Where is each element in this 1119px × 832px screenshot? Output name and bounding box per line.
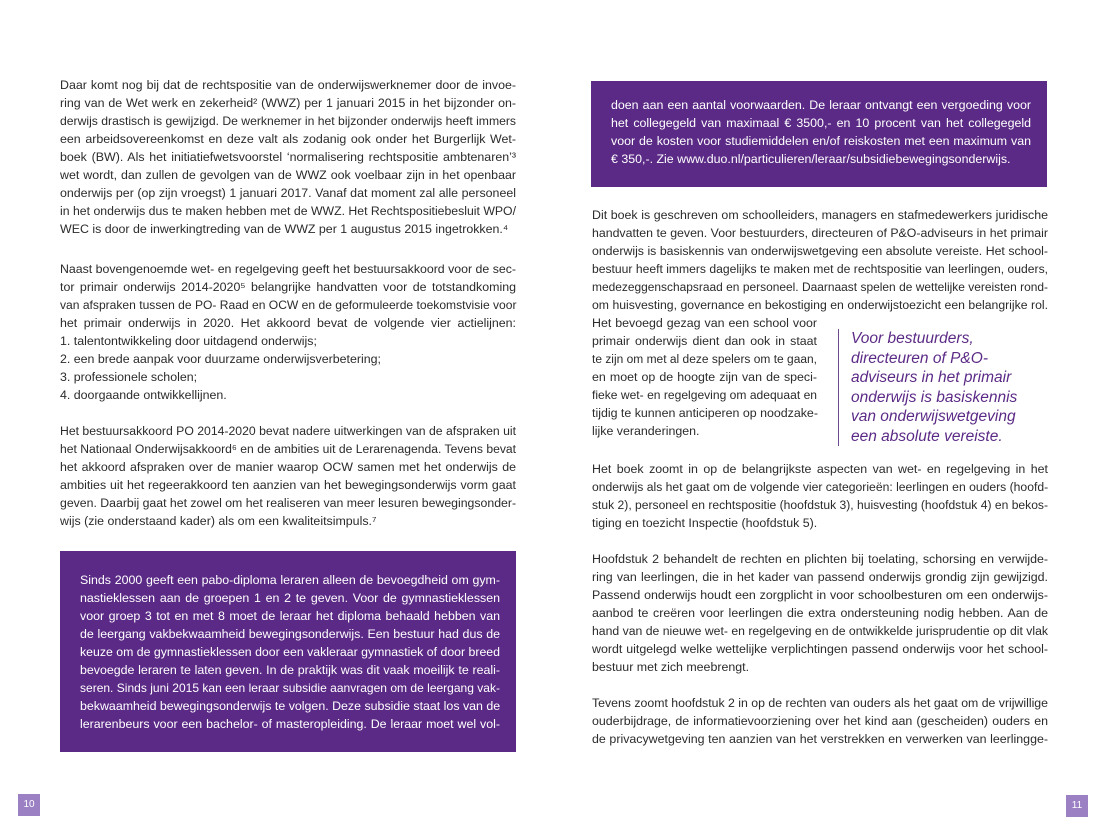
text-line: Het bestuursakkoord PO 2014-2020 bevat nadere uitwerkingen van de afspraken uit: [60, 424, 516, 438]
text-line: WEC is door de inwerkingtreding van de WWZ per 1 augustus 2015 ingetrokken.⁴: [60, 222, 509, 236]
text-line: Tevens zoomt hoofdstuk 2 in op de rechten van ouders als het gaat om de vrijwillige: [592, 696, 1048, 710]
page-number-right: 11: [1066, 795, 1088, 817]
text-line: boek (BW). Als het initiatiefwetsvoorstel ‘normalisering rechtspositie ambtenaren’³: [60, 150, 516, 164]
left-paragraph-po-2014-2020: [60, 422, 516, 530]
text-line: voor groep 3 tot en met 8 moet de leraar het diploma behaald hebben van: [80, 609, 500, 623]
text-line: om huisvesting, governance en bekostiging en onderwijstoezicht een belangrijke rol.: [592, 298, 1048, 312]
text-line: derwijs drastisch is gewijzigd. De werknemer in het bijzonder onderwijs heeft immers: [60, 114, 516, 128]
text-line: tijdig te kunnen anticiperen op noodzake-: [592, 406, 818, 420]
left-paragraph-bestuursakkoord: [60, 260, 516, 332]
text-line: aanbod te creëren voor leerlingen die extra ondersteuning nodig hebben. Aan de: [592, 606, 1048, 620]
text-line: fieke wet- en regelgeving om adequaat en: [592, 388, 817, 402]
text-line: en moet op de hoogte zijn van de speci-: [592, 370, 817, 384]
text-line: lerarenbeurs voor een bachelor- of masteropleiding. De leraar moet wel vol-: [80, 717, 500, 731]
text-line: wordt uitgelegd welke wettelijke verplichtingen passend onderwijs voor het school-: [592, 642, 1048, 656]
text-line: primair onderwijs dient dan ook in staat: [592, 334, 817, 348]
list-item: 4. doorgaande ontwikkellijnen.: [60, 388, 227, 402]
text-line: Het boek zoomt in op de belangrijkste aspecten van wet- en regelgeving in het: [592, 462, 1048, 476]
right-paragraph-intro: [592, 206, 1048, 314]
pull-quote: [838, 329, 1051, 446]
text-line: nastieklessen aan de groepen 1 en 2 te geven. Voor de gymnastieklessen: [80, 591, 500, 605]
text-line: medezeggenschapsraad en personeel. Daarnaast spelen de wettelijke vereisten rond-: [592, 280, 1048, 294]
list-item: 3. professionele scholen;: [60, 370, 198, 384]
text-line: ambities uit het regeerakkoord ten aanzien van het bewegingsonderwijs vorm gaat: [60, 478, 516, 492]
text-line: bestuur heeft immers dagelijks te maken met de rechtspositie van leerlingen, ouders,: [592, 262, 1048, 276]
right-paragraph-ouders: [592, 694, 1048, 748]
right-info-box-text: [611, 96, 1031, 168]
text-line: Naast bovengenoemde wet- en regelgeving geeft het bestuursakkoord voor de sec-: [60, 262, 516, 276]
text-line: het collegegeld van maximaal € 3500,- en 10 procent van het collegegeld: [611, 116, 1031, 130]
text-line: handvatten te geven. Voor bestuurders, directeuren of P&O-adviseurs in het primair: [592, 226, 1048, 240]
text-line: Dit boek is geschreven om schoolleiders, managers en stafmedewerkers juridische: [592, 208, 1048, 222]
text-line: Hoofdstuk 2 behandelt de rechten en plichten bij toelating, schorsing en verwijde-: [592, 552, 1048, 566]
text-line: seren. Sinds juni 2015 kan een leraar subsidie aanvragen om de leergang vak-: [80, 681, 500, 695]
text-line: Het bevoegd gezag van een school voor: [592, 316, 817, 330]
text-line: ring van leerlingen, die in het kader van passend onderwijs grondig zijn gewijzigd.: [592, 570, 1048, 584]
text-line: wijs (zie onderstaand kader) als om een kwaliteitsimpuls.⁷: [60, 514, 377, 528]
text-line: van afspraken tussen de PO- Raad en OCW en de geformuleerde toekomstvisie voor: [60, 298, 517, 312]
text-line: tiging en toezicht Inspectie (hoofdstuk 5).: [592, 516, 818, 530]
text-line: wet wordt, dan zullen de gevolgen van de WWZ ook voelbaar zijn in het openbaar: [60, 168, 516, 182]
right-paragraph-hoofdstuk-2: [592, 550, 1048, 676]
page-number-left: 10: [18, 794, 40, 816]
list-item: 1. talentontwikkeling door uitdagend onderwijs;: [60, 334, 317, 348]
text-line: de privacywetgeving ten aanzien van het verstrekken en verwerken van leerlingge-: [592, 732, 1048, 746]
left-info-box-text: [80, 571, 500, 733]
pull-quote-line: Voor bestuurders,: [851, 330, 974, 347]
text-line: hand van de nieuwe wet- en regelgeving en de ontwikkelde jurisprudentie op dit vlak: [592, 624, 1048, 638]
text-line: in het onderwijs dus te maken hebben met de WWZ. Het Rechtspositiebesluit WPO/: [60, 204, 516, 218]
left-info-box: [60, 551, 516, 752]
text-line: keuze om de gymnastieklessen door een vakleraar gymnastiek of door breed: [80, 645, 500, 659]
text-line: onderwijs per (op zijn vroegst) 1 januari 2017. Vanaf dat moment zal alle personeel: [60, 186, 516, 200]
text-line: Daar komt nog bij dat de rechtspositie van de onderwijswerknemer door de invoe-: [60, 78, 516, 92]
text-line: het primair onderwijs in 2020. Het akkoord bevat de volgende vier actielijnen:: [60, 316, 516, 330]
action-lines-list: [60, 332, 516, 404]
pull-quote-line: een absolute vereiste.: [851, 427, 1003, 445]
text-line: voor de kosten voor studiemiddelen en/of reiskosten met een maximum van: [611, 134, 1031, 148]
text-line: te zijn om met al deze spelers om te gaan,: [592, 352, 817, 366]
text-line: ring van de Wet werk en zekerheid² (WWZ) per 1 januari 2015 in het bijzonder on-: [60, 96, 516, 110]
right-paragraph-categories: [592, 460, 1048, 532]
text-line: ouderbijdrage, de informatievoorziening over het kind aan (gescheiden) ouders en: [592, 714, 1048, 728]
text-line: de leergang vakbekwaamheid bewegingsonderwijs. Een bestuur had dus de: [80, 627, 500, 641]
text-line: onderwijs als het gaat om de volgende vier categorieën: leerlingen en ouders (hoofd-: [592, 480, 1049, 494]
text-line: het akkoord afspraken over de manier waarop OCW samen met het onderwijs de: [60, 460, 516, 474]
text-line: doen aan een aantal voorwaarden. De leraar ontvangt een vergoeding voor: [611, 98, 1031, 112]
pull-quote-line: van onderwijswetgeving: [851, 408, 1016, 425]
text-line: lijke veranderingen.: [592, 424, 700, 438]
text-line: een arbeidsovereenkomst en deze valt als zodanig ook onder het Burgerlijk Wet-: [60, 132, 516, 146]
text-line: stuk 2), personeel en rechtspositie (hoofdstuk 3), huisvesting (hoofdstuk 4) en bekos-: [592, 498, 1048, 512]
pull-quote-line: adviseurs in het primair: [851, 369, 1012, 386]
text-line: € 350,-. Zie www.duo.nl/particulieren/leraar/subsidiebewegingsonderwijs.: [611, 152, 1011, 166]
text-line: bestuur met zich meebrengt.: [592, 660, 750, 674]
text-line: geven. Daarbij gaat het zowel om het realiseren van meer lesuren bewegingsonder-: [60, 496, 517, 510]
left-paragraph-wwz: [60, 76, 516, 238]
text-line: het Nationaal Onderwijsakkoord⁶ en de ambities uit de Lerarenagenda. Tevens bevat: [60, 442, 516, 456]
pull-quote-line: directeuren of P&O-: [851, 349, 988, 367]
text-line: bekwaamheid bewegingsonderwijs te volgen. Deze subsidie staat los van de: [80, 699, 501, 713]
right-paragraph-bevoegd-gezag: [592, 314, 817, 440]
right-info-box: [591, 81, 1047, 187]
text-line: onderwijs is basiskennis van onderwijswetgeving een absolute vereiste. Het school-: [592, 244, 1048, 258]
pull-quote-line: onderwijs is basiskennis: [851, 388, 1018, 406]
list-item: 2. een brede aanpak voor duurzame onderwijsverbetering;: [60, 352, 381, 366]
text-line: Sinds 2000 geeft een pabo-diploma leraren alleen de bevoegdheid om gym-: [80, 573, 500, 587]
text-line: Passend onderwijs houdt een zorgplicht in voor schoolbesturen om een onderwijs-: [592, 588, 1048, 602]
right-page: [560, 0, 1119, 832]
text-line: bevoegde leraren te laten geven. In de praktijk was dit vaak moeilijk te reali-: [80, 663, 500, 677]
text-line: tor primair onderwijs 2014-2020⁵ belangrijke handvatten voor de totstandkoming: [60, 280, 516, 294]
